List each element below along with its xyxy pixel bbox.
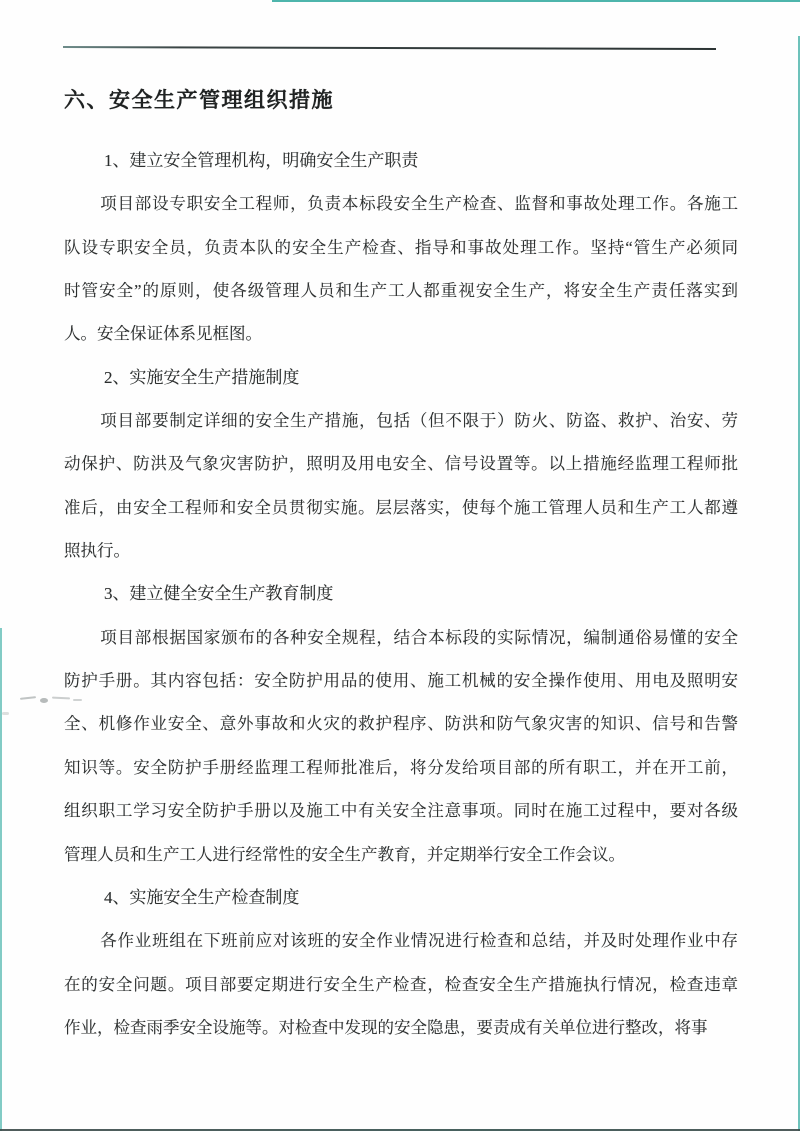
page-title: 六、安全生产管理组织措施 bbox=[64, 89, 334, 112]
text-line: 知识等。安全防护手册经监理工程师批准后，将分发给项目部的所有职工，并在开工前， bbox=[64, 757, 738, 777]
section-4-paragraph bbox=[64, 919, 738, 1049]
section-3-paragraph bbox=[64, 616, 738, 876]
pencil-smudge bbox=[73, 699, 82, 701]
text-line: 人。安全保证体系见框图。 bbox=[64, 324, 262, 344]
text-line: 组织职工学习安全防护手册以及施工中有关安全注意事项。同时在施工过程中，要对各级 bbox=[64, 801, 738, 821]
pencil-smudge bbox=[20, 696, 36, 700]
text-line: 项目部设专职安全工程师，负责本标段安全生产检查、监督和事故处理工作。各施工 bbox=[100, 194, 738, 214]
section-2-paragraph bbox=[64, 399, 738, 572]
section-2-heading: 2、实施安全生产措施制度 bbox=[103, 367, 300, 387]
header-rule bbox=[63, 46, 716, 50]
text-line: 全、机修作业安全、意外事故和火灾的救护程序、防洪和防气象灾害的知识、信号和告警 bbox=[64, 714, 738, 734]
text-line: 防护手册。其内容包括：安全防护用品的使用、施工机械的安全操作使用、用电及照明安 bbox=[64, 671, 738, 691]
section-4-heading: 4、实施安全生产检查制度 bbox=[103, 887, 300, 907]
text-line: 动保护、防洪及气象灾害防护，照明及用电安全、信号设置等。以上措施经监理工程师批 bbox=[64, 454, 738, 474]
pencil-smudge bbox=[40, 698, 48, 703]
text-line: 项目部根据国家颁布的各种安全规程，结合本标段的实际情况，编制通俗易懂的安全 bbox=[100, 627, 738, 647]
section-1-paragraph bbox=[64, 182, 738, 355]
text-line: 管理人员和生产工人进行经常性的安全生产教育，并定期举行安全工作会议。 bbox=[64, 844, 625, 864]
pencil-smudge bbox=[52, 697, 70, 700]
text-line: 各作业班组在下班前应对该班的安全作业情况进行检查和总结，并及时处理作业中存 bbox=[100, 931, 738, 951]
section-1-heading: 1、建立安全管理机构，明确安全生产职责 bbox=[103, 151, 419, 170]
scan-edge-left bbox=[0, 628, 2, 1131]
text-line: 准后，由安全工程师和安全员贯彻实施。层层落实，使每个施工管理人员和生产工人都遵 bbox=[64, 497, 738, 517]
text-line: 在的安全问题。项目部要定期进行安全生产检查，检查安全生产措施执行情况，检查违章 bbox=[64, 974, 738, 994]
text-line: 时管安全”的原则，使各级管理人员和生产工人都重视安全生产，将安全生产责任落实到 bbox=[64, 281, 738, 301]
text-line: 队设专职安全员，负责本队的安全生产检查、指导和事故处理工作。坚持“管生产必须同 bbox=[64, 237, 738, 257]
text-line: 项目部要制定详细的安全生产措施，包括（但不限于）防火、防盗、救护、治安、劳 bbox=[100, 411, 738, 431]
section-3-heading: 3、建立健全安全生产教育制度 bbox=[103, 584, 334, 604]
text-line: 作业，检查雨季安全设施等。对检查中发现的安全隐患，要责成有关单位进行整改，将事 bbox=[64, 1017, 708, 1037]
text-line: 照执行。 bbox=[64, 541, 130, 561]
pencil-smudge bbox=[2, 712, 9, 715]
document-body bbox=[64, 139, 738, 1049]
scan-edge-top bbox=[272, 0, 800, 2]
